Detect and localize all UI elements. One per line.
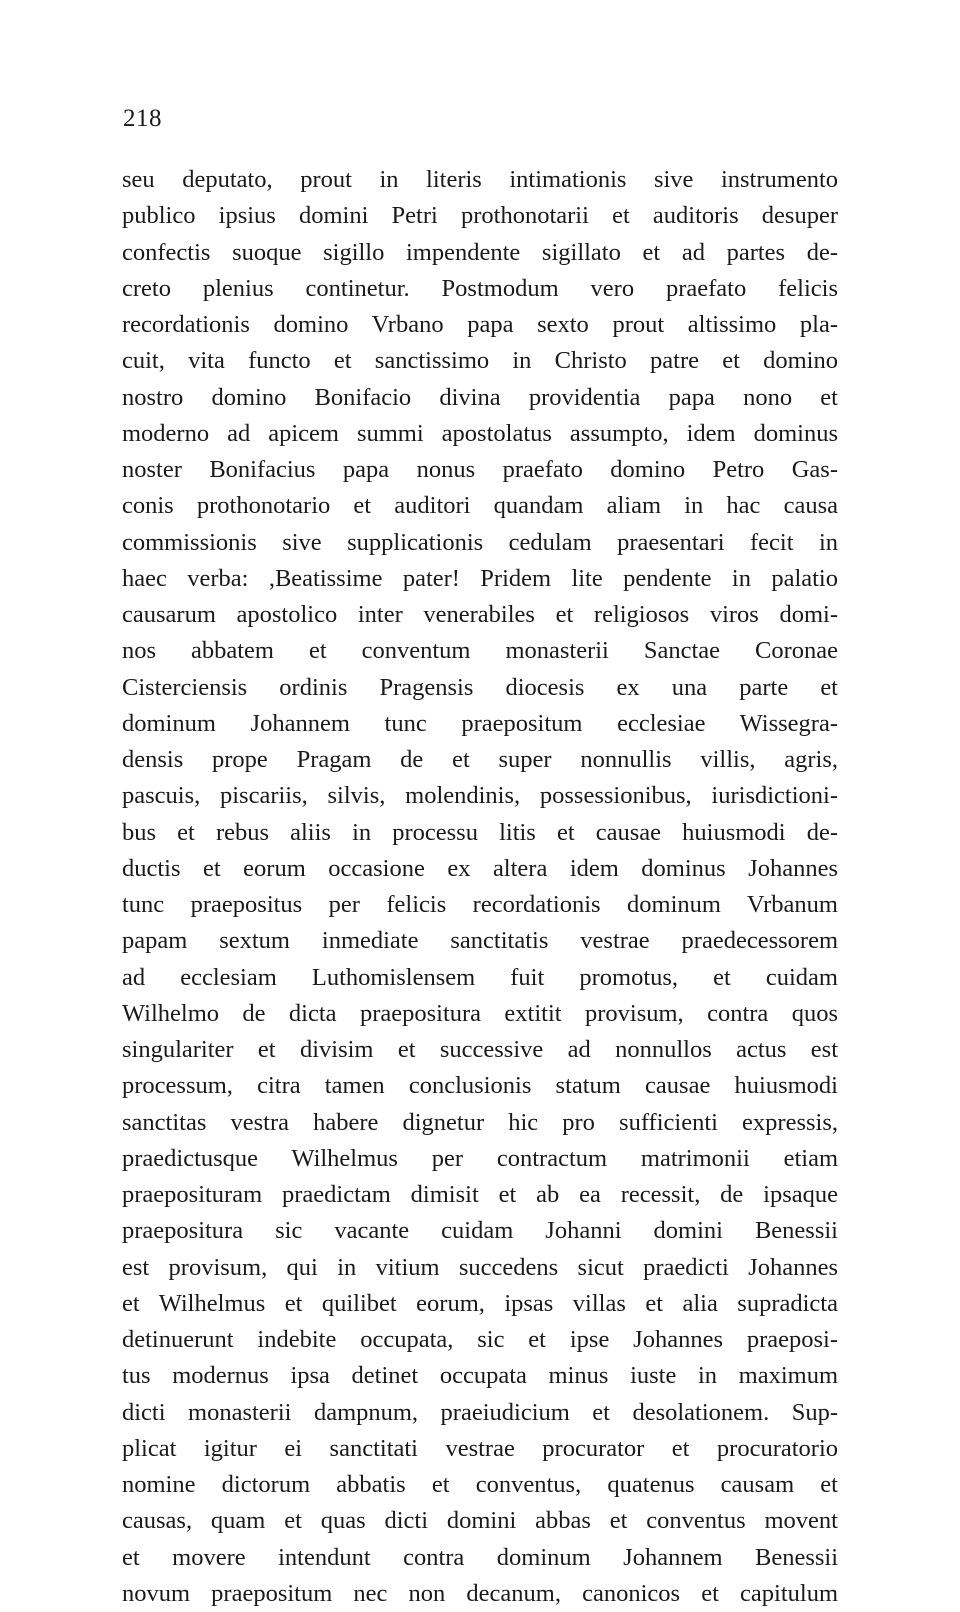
text-line: nomine dictorum abbatis et conventus, quatenus causam et <box>122 1471 838 1498</box>
text-line: praeposituram praedictam dimisit et ab ea recessit, de ipsaque <box>122 1181 838 1208</box>
text-line: conis prothonotario et auditori quandam aliam in hac causa <box>122 492 838 520</box>
text-line: causarum apostolico inter venerabiles et religiosos viros domi- <box>122 601 838 628</box>
text-line: detinuerunt indebite occupata, sic et ipse Johannes praeposi- <box>122 1326 838 1353</box>
text-line: et movere intendunt contra dominum Johannem Benessii <box>122 1543 838 1571</box>
text-line: seu deputato, prout in literis intimationis sive instrumento <box>122 166 838 193</box>
text-line: commissionis sive supplicationis cedulam praesentari fecit in <box>122 528 838 556</box>
text-line: nos abbatem et conventum monasterii Sanctae Coronae <box>122 637 838 665</box>
text-line: plicat igitur ei sanctitati vestrae procurator et procuratorio <box>122 1434 838 1462</box>
text-line: papam sextum inmediate sanctitatis vestrae praedecessorem <box>122 927 838 955</box>
body-text <box>122 162 838 1612</box>
text-line: praedictusque Wilhelmus per contractum matrimonii etiam <box>122 1144 838 1172</box>
text-line: praepositura sic vacante cuidam Johanni domini Benessii <box>122 1217 838 1245</box>
text-line: bus et rebus aliis in processu litis et causae huiusmodi de- <box>122 818 838 846</box>
text-line: creto plenius continetur. Postmodum vero praefato felicis <box>122 274 838 302</box>
text-line: recordationis domino Vrbano papa sexto prout altissimo pla- <box>122 311 838 338</box>
text-line: est provisum, qui in vitium succedens sicut praedicti Johannes <box>122 1253 838 1281</box>
text-line: causas, quam et quas dicti domini abbas et conventus movent <box>122 1507 838 1535</box>
text-line: novum praepositum nec non decanum, canonicos et capitulum <box>122 1579 838 1607</box>
text-line: tus modernus ipsa detinet occupata minus iuste in maximum <box>122 1362 838 1390</box>
text-line: sanctitas vestra habere dignetur hic pro sufficienti expressis, <box>122 1108 838 1136</box>
text-line: publico ipsius domini Petri prothonotarii et auditoris desuper <box>122 202 838 230</box>
text-line: noster Bonifacius papa nonus praefato domino Petro Gas- <box>122 456 838 483</box>
text-line: haec verba: ,Beatissime pater! Pridem lite pendente in palatio <box>122 564 838 592</box>
text-line: Wilhelmo de dicta praepositura extitit provisum, contra quos <box>122 999 838 1027</box>
text-line: densis prope Pragam de et super nonnullis villis, agris, <box>122 746 838 773</box>
text-line: cuit, vita functo et sanctissimo in Christo patre et domino <box>122 347 838 375</box>
text-line: confectis suoque sigillo impendente sigillato et ad partes de- <box>122 238 838 266</box>
text-line: nostro domino Bonifacio divina providentia papa nono et <box>122 383 838 411</box>
text-line: ad ecclesiam Luthomislensem fuit promotus, et cuidam <box>122 963 838 991</box>
text-line: singulariter et divisim et successive ad nonnullos actus est <box>122 1036 838 1063</box>
text-line: tunc praepositus per felicis recordationis dominum Vrbanum <box>122 891 838 918</box>
text-line: dicti monasterii dampnum, praeiudicium et desolationem. Sup- <box>122 1398 838 1426</box>
text-line: processum, citra tamen conclusionis statum causae huiusmodi <box>122 1072 838 1100</box>
text-line: moderno ad apicem summi apostolatus assumpto, idem dominus <box>122 419 838 447</box>
text-line: Cisterciensis ordinis Pragensis diocesis ex una parte et <box>122 673 838 701</box>
text-line: dominum Johannem tunc praepositum ecclesiae Wissegra- <box>122 709 838 737</box>
text-line: et Wilhelmus et quilibet eorum, ipsas villas et alia supradicta <box>122 1289 838 1317</box>
text-line: ductis et eorum occasione ex altera idem dominus Johannes <box>122 854 838 882</box>
page-number: 218 <box>123 105 162 132</box>
text-line: pascuis, piscariis, silvis, molendinis, possessionibus, iurisdictioni- <box>122 782 838 810</box>
